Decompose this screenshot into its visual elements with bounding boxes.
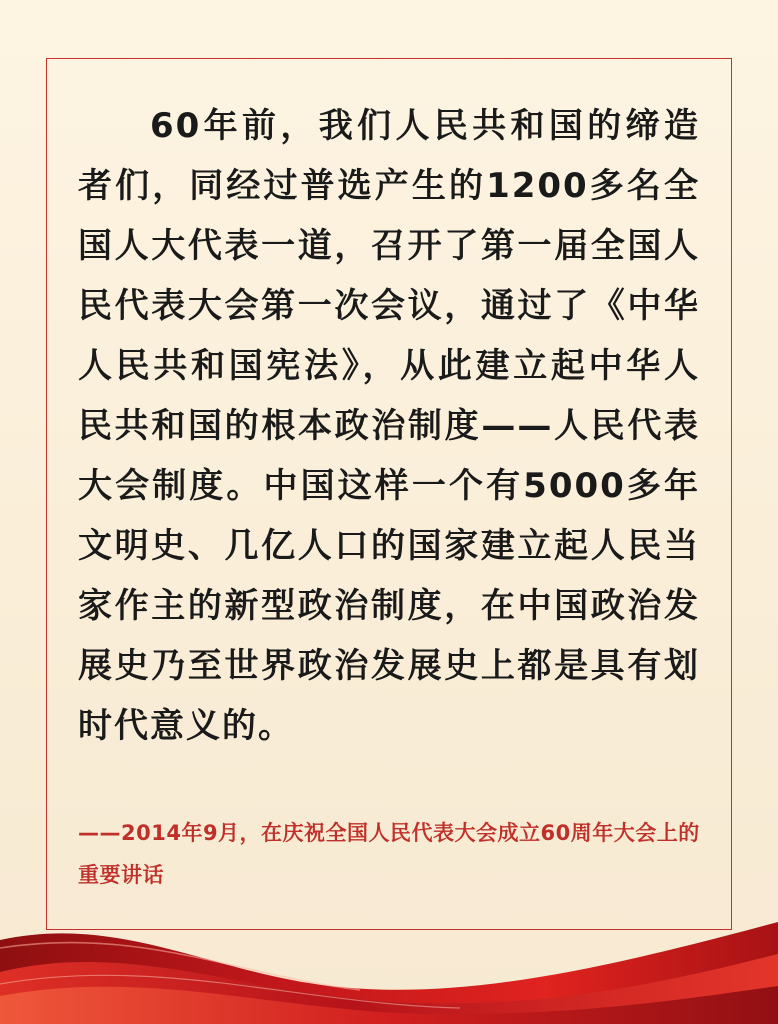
red-ribbon-decoration: [0, 844, 778, 1024]
quote-attribution: ——2014年9月，在庆祝全国人民代表大会成立60周年大会上的重要讲话: [78, 821, 700, 887]
quote-block: [78, 96, 700, 756]
main-quote-text: 60年前，我们人民共和国的缔造者们，同经过普选产生的1200多名全国人大代表一道，召开了第一届全国人民代表大会第一次会议，通过了《中华人民共和国宪法》，从此建立起中华人民共和国的根本政治制度——人民代表大会制度。中国这样一个有5000多年文明史、几亿人口的国家建立起人民当家作主的新型政治制度，在中国政治发展史乃至世界政治发展史上都是具有划时代意义的。: [78, 106, 700, 746]
